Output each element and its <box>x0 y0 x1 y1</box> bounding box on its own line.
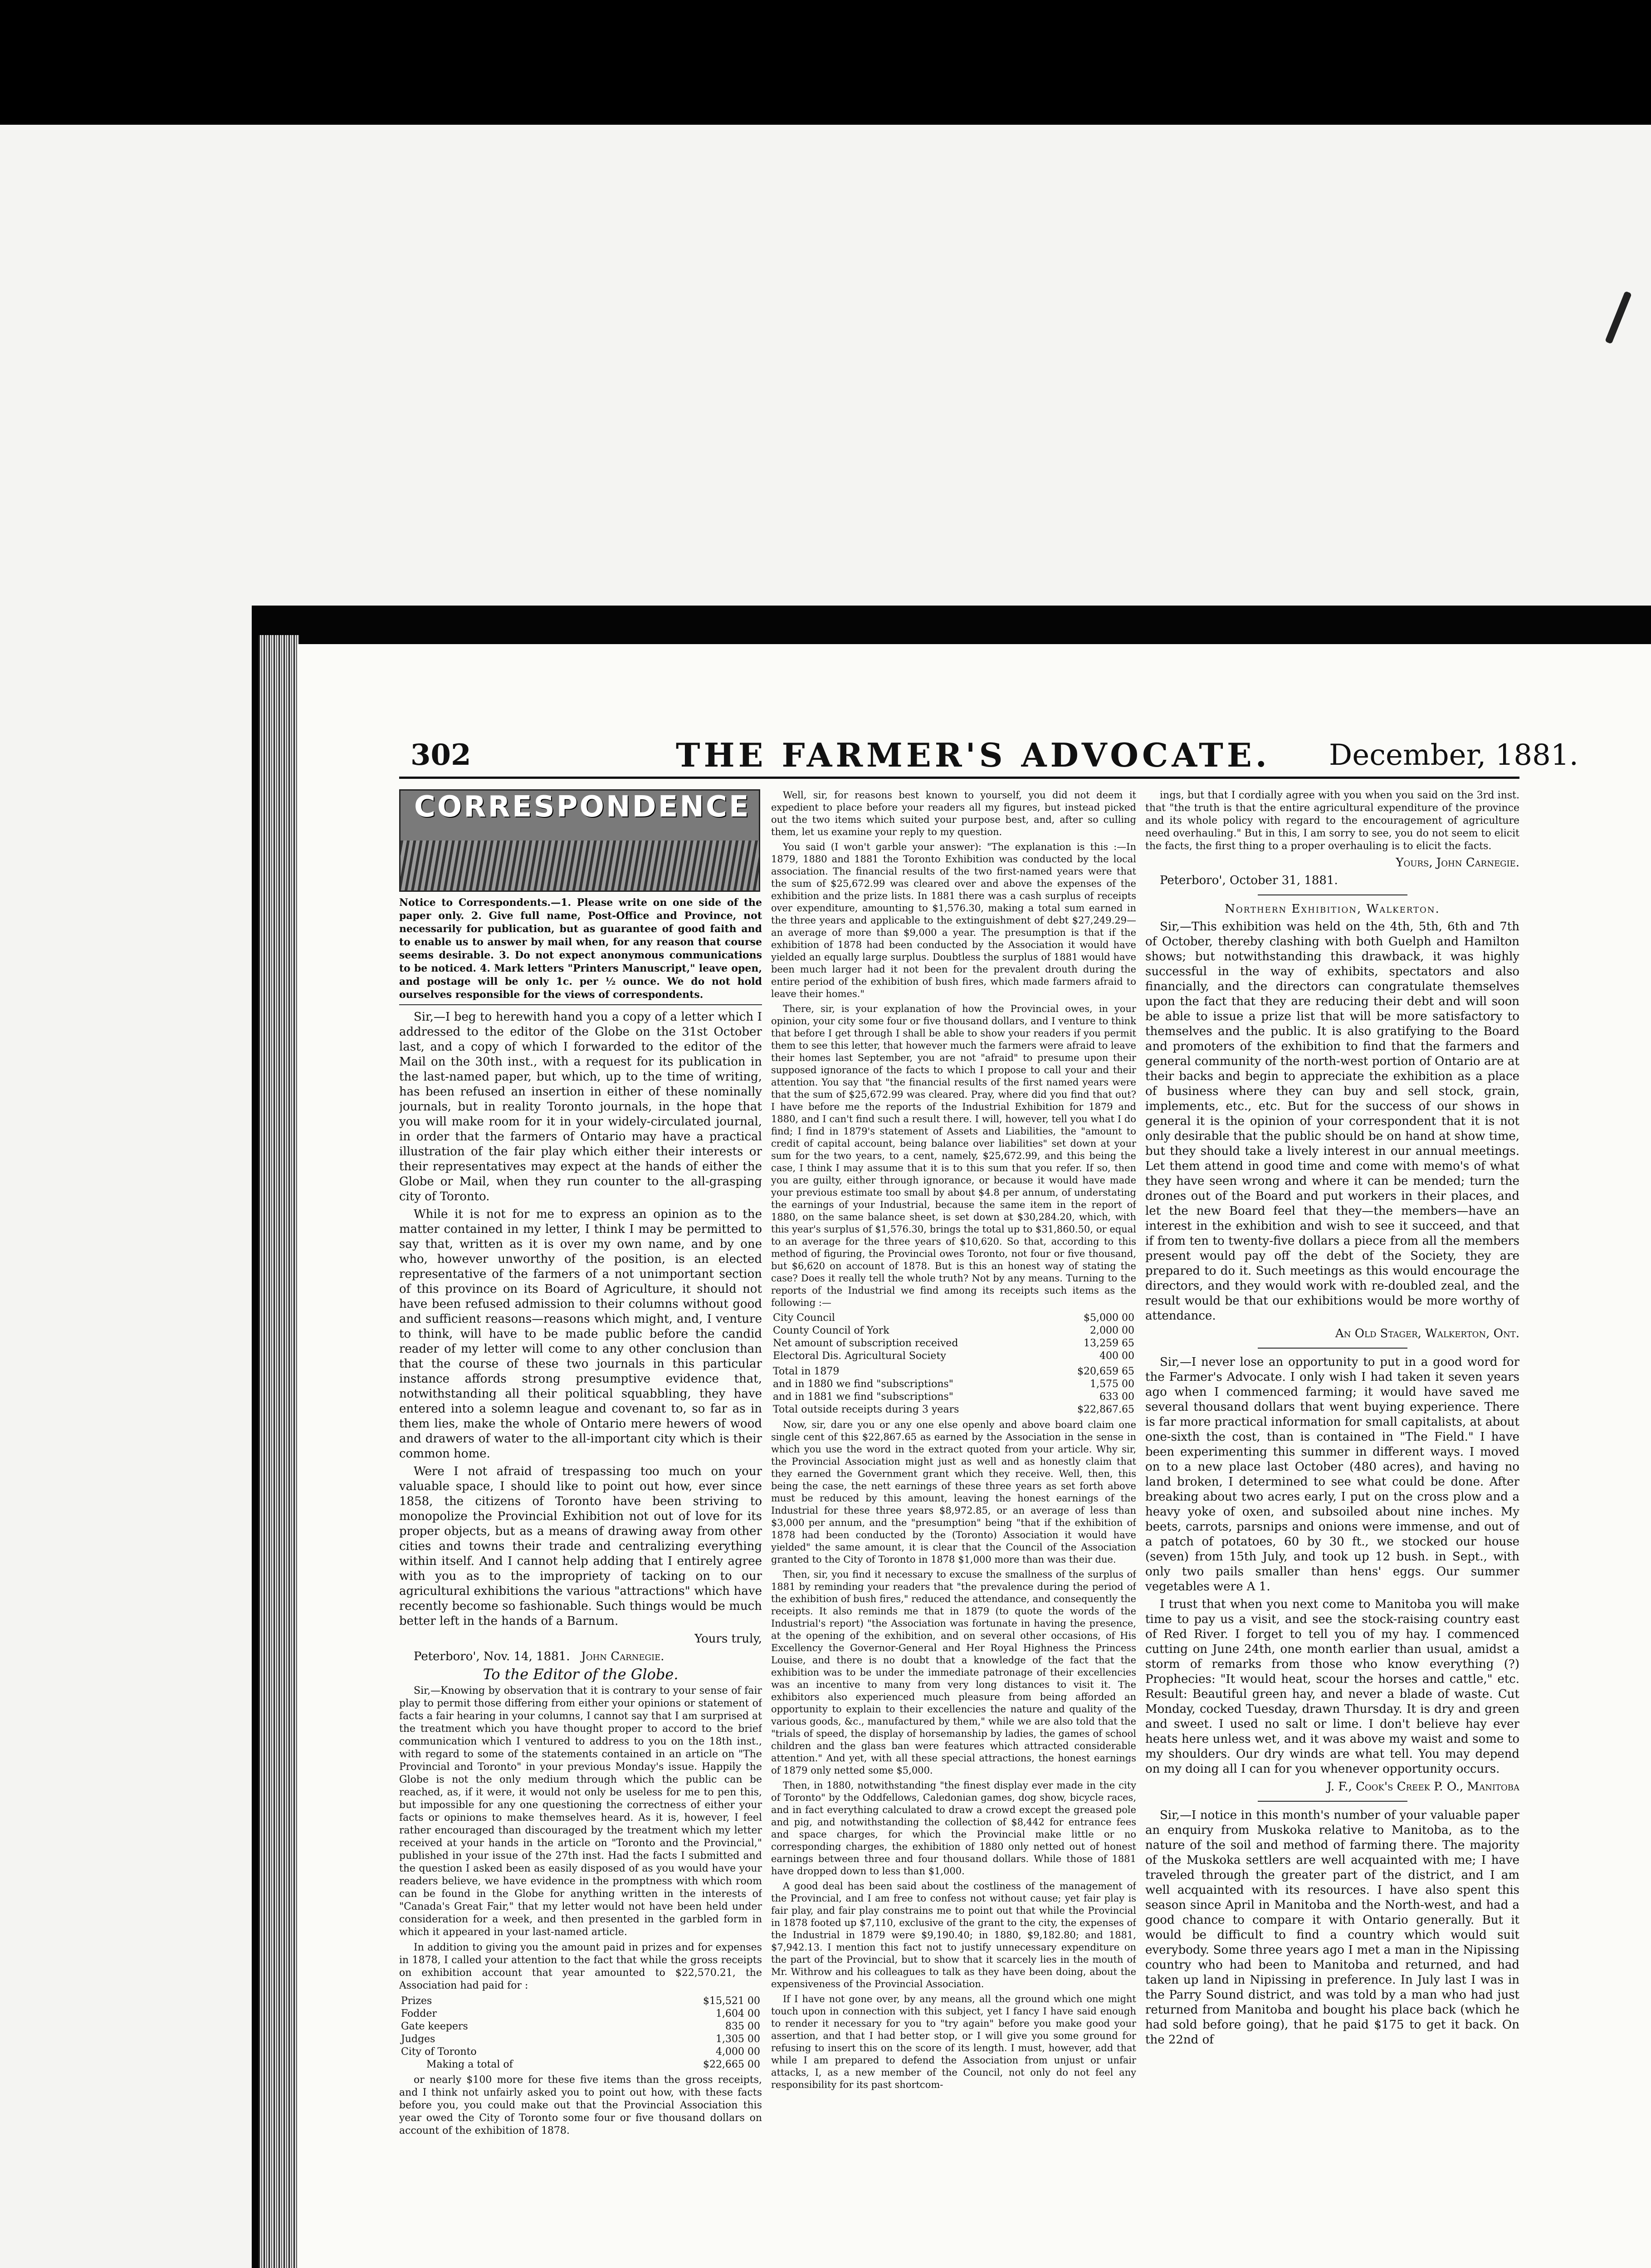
table-row <box>399 1995 762 2008</box>
paragraph: If I have not gone over, by any means, all the ground which one might touch upon in connection with this subject, yet I fancy I have said enough to render it necessary for you to "try again" before you make good your assertion, and that I had better stop, or I will give you some ground for refusing to insert this on the score of its length. I must, however, add that while I am prepared to defend the Association from unjust or unfair attacks, I, as a new member of the Council, not only do not feel any responsibility for its past shortcom- <box>771 1994 1136 2090</box>
table-row <box>399 2020 762 2033</box>
expenses-table <box>399 1995 762 2071</box>
outside-label: Total outside receipts during 3 years <box>773 1404 959 1415</box>
column-3 <box>1145 789 1519 2268</box>
table-row <box>399 2046 762 2058</box>
section-heading: Northern Exhibition, Walkerton. <box>1225 902 1440 916</box>
section-rule <box>1258 894 1407 895</box>
table-row <box>771 1391 1136 1403</box>
total-value: $22,665 00 <box>703 2059 760 2070</box>
row-label: City of Toronto <box>401 2046 477 2058</box>
table-row <box>771 1350 1136 1363</box>
page-edges <box>259 635 299 2268</box>
paragraph: Sir,—I beg to herewith hand you a copy of a letter which I addressed to the editor of the Globe on the 31st October last, and a copy of which I forwarded to the editor of the Mail on the 30th inst., with a request for its publication in the last-named paper, but which, up to the time of writing, has been refused an insertion in either of these nominally journals, but in reality Toronto journals, in the hope that you will make room for it in your widely-circulated journal, in order that the farmers of Ontario may have a practical illustration of the fair play which either their interests or their representatives may expect at the hands of either the Globe or Mail, when they run counter to the all-grasping city of Toronto. <box>399 1010 762 1203</box>
paragraph: ings, but that I cordially agree with you when you said on the 3rd inst. that "the truth is that the entire agricultural expenditure of the province and its whole policy with regard to the encouragement of agriculture need overhauling." But in this, I am sorry to see, you do not seem to elicit the facts, the first thing to a proper overhauling is to elicit the facts. <box>1145 790 1519 852</box>
paragraph: A good deal has been said about the costliness of the management of the Provincial, and I am free to confess not without cause; yet fair play is fair play, and fair play constrains me to point out that while the Provincial in 1878 footed up $7,110, exclusive of the grant to the city, the expenses of the Industrial in 1879 were $9,190.40; in 1880, $9,182.80; and 1881, $7,942.13. I mention this fact not to justify unnecessary expenditure on the part of the Provincial, but to show that it scarcely lies in the mouth of Mr. Withrow and his colleagues to talk as they have been doing, about the expensiveness of the Provincial Association. <box>771 1881 1136 1989</box>
header-rule <box>399 777 1519 779</box>
signature: Yours, John Carnegie. <box>1396 856 1519 870</box>
row-label: County Council of York <box>773 1325 889 1336</box>
table-row <box>771 1337 1136 1350</box>
table-row <box>399 2033 762 2046</box>
paragraph: While it is not for me to express an opinion as to the matter contained in my letter, I think I may be permitted to say that, written as it is over my own name, and by one who, however unworthy of the position, is an elected representative of the farmers of a not unimportant section of this province on its Board of Agriculture, it should not have been refused admission to their columns without good and sufficient reasons—reasons which might, and, I venture to think, will have to be made public before the candid reader of my letter will come to any other conclusion than that the course of these two journals in this particular instance affords strong presumptive evidence that, notwithstanding all their political squabbling, they have entered into a solemn league and covenant to, so far as in them lies, make the whole of Ontario mere hewers of wood and drawers of water to the all-important city which is their common home. <box>399 1207 762 1461</box>
row-value: 633 00 <box>1099 1391 1134 1403</box>
row-label: Judges <box>401 2033 435 2045</box>
receipts-table <box>771 1312 1136 1363</box>
row-label: Prizes <box>401 1995 432 2007</box>
page-number: 302 <box>410 738 471 772</box>
paragraph: Then, in 1880, notwithstanding "the finest display ever made in the city of Toronto" by the Oddfellows, Caledonian games, dog show, bicycle races, and in fact everything calculated to draw a crowd except the greased pole and pig, and notwithstanding the collection of $8,442 for entrance fees and space charges, for which the Provincial make little or no corresponding charges, the exhibition of 1880 only netted out of honest earnings between three and four thousand dollars. While those of 1881 have dropped down to less than $1,000. <box>771 1780 1136 1877</box>
banner-illustration <box>401 841 759 890</box>
paragraph: I trust that when you next come to Manitoba you will make time to pay us a visit, and see the stock-raising country east of Red River. I forget to tell you of my hay. I commenced cutting on June 24th, one month earlier than usual, amidst a storm of remarks from those who know everything (?) Prophecies: "It would heat, scour the horses and cattle," etc. Result: Beautiful green hay, and never a blade of waste. Cut Monday, cocked Tuesday, drawn Thursday. It is dry and green and sweet. I used no salt or lime. I don't believe hay ever heats here unless wet, and it was above my waist and some to my shoulders. Our dry winds are what tell. You may depend on my doing all I can for you whenever opportunity occurs. <box>1145 1598 1519 1776</box>
section-rule <box>1258 1348 1407 1349</box>
row-value: 1,604 00 <box>716 2008 760 2019</box>
closing: Yours truly, <box>694 1632 762 1646</box>
signature: J. F., Cook's Creek P. O., Manitoba <box>1327 1780 1519 1794</box>
row-value: 2,000 00 <box>1090 1325 1134 1336</box>
paragraph: Now, sir, dare you or any one else openly and above board claim one single cent of this $22,867.65 as earned by the Association in the sense in which you use the word in the extract quoted from your article. Why sir, the Provincial Association might just as well and as honestly claim that they earned the Government grant which they receive. Well, then, this being the case, the nett earnings of these three years as set forth above must be reduced by this amount, leaving the honest earnings of the Industrial for these three years $8,972.85, or an average of less than $3,000 per annum, and the "presumption" being "that if the exhibition of 1878 had been conducted by the (Toronto) Association it would have yielded" the same amount, it is clear that the Council of the Association granted to the City of Toronto in 1878 $1,000 more than was their due. <box>771 1419 1136 1565</box>
outside-value: $22,867.65 <box>1077 1404 1134 1415</box>
paragraph: Sir,—Knowing by observation that it is contrary to your sense of fair play to permit those differing from either your opinions or statement of facts a fair hearing in your columns, I cannot say that I am surprised at the treatment which you have thought proper to accord to the brief communication which I ventured to address to you on the 18th inst., with regard to some of the statements contained in an article on "The Provincial and Toronto" in your previous Monday's issue. Happily the Globe is not the only medium through which the public can be reached, as, if it were, it would not only be useless for me to pen this, but impossible for any one questioning the correctness of either your facts or opinions to make themselves heard. As it is, however, I feel rather encouraged than discouraged by the treatment which my letter received at your hands in the article on "Toronto and the Provincial," published in your issue of the 27th inst. Had the facts I submitted and the question I asked been as easily disposed of as you would have your readers believe, we have evidence in the promptness with which room can be found in the Globe for anything written in the interests of "Canada's Great Fair," that my letter would not have been held under consideration for a week, and then presented in the garbled form in which it appeared in your last-named article. <box>399 1685 762 1938</box>
row-value: 13,259 65 <box>1084 1338 1134 1349</box>
correspondence-banner <box>399 789 760 892</box>
paragraph: Well, sir, for reasons best known to yourself, you did not deem it expedient to place before your readers all my figures, but instead picked out the two items which suited your purpose best, and, after so culling them, let us examine your reply to my question. <box>771 790 1136 837</box>
paragraph: or nearly $100 more for these five items than the gross receipts, and I think not unfairly asked you to point out how, with these facts before you, you could make out that the Provincial Association this year owed the City of Toronto some four or five thousand dollars on account of the exhibition of 1878. <box>399 2074 762 2136</box>
table-row <box>771 1312 1136 1325</box>
row-label: and in 1881 we find "subscriptions" <box>773 1391 953 1403</box>
dateline: Peterboro', October 31, 1881. <box>1160 874 1338 887</box>
notice-to-correspondents: Notice to Correspondents.—1. Please write on one side of the paper only. 2. Give full name, Post-Office and Province, not necessarily for publication, but as guarantee of good faith and to enable us to answer by mail when, for any reason that course seems desirable. 3. Do not expect anonymous communications to be noticed. 4. Mark letters "Printers Manuscript," leave open, and postage will be only 1c. per ½ ounce. We do not hold ourselves responsible for the views of correspondents. <box>399 896 762 1005</box>
paragraph: In addition to giving you the amount paid in prizes and for expenses in 1878, I called your attention to the fact that while the gross receipts on exhibition account that year amounted to $22,570.21, the Association had paid for : <box>399 1942 762 1991</box>
row-value: 1,575 00 <box>1090 1378 1134 1390</box>
column-1 <box>399 789 762 2268</box>
paragraph: There, sir, is your explanation of how the Provincial owes, in your opinion, your city some four or five thousand dollars, and I venture to think that before I get through I shall be able to show your readers if you permit them to see this letter, that however much the farmers were afraid to leave their homes last September, you are not "afraid" to presume upon their supposed ignorance of the facts to which I propose to call your and their attention. You say that "the financial results of the first named years were that the sum of $25,672.99 was cleared. Pray, where did you find that out? I have before me the reports of the Industrial Exhibition for 1879 and 1880, and I can't find such a result there. I will, however, tell you what I do find; I find in 1879's statement of Assets and Liabilities, the "amount to credit of capital account, being balance over liabilities" set down at your sum for the two years, to a cent, namely, $25,672.99, and this being the case, I think I may assume that it is to this sum that you refer. If so, then you are guilty, either through ignorance, or because it would have made your previous estimate too small by about $4.8 per annum, of understating the earnings of your Industrial, because the same item in the report of 1880, on the same balance sheet, is set down at $30,284.20, which, with this year's surplus of $1,576.30, brings the total up to $31,860.50, or equal to an average for the three years of $10,620. So that, according to this method of figuring, the Provincial owes Toronto, not four or five thousand, but $6,620 on account of 1878. But is this an honest way of stating the case? Does it really tell the whole truth? Not by any means. Turning to the reports of the Industrial we find among its receipts such items as the following :— <box>771 1003 1136 1308</box>
row-label: and in 1880 we find "subscriptions" <box>773 1378 953 1390</box>
issue-date: December, 1881. <box>1329 738 1578 772</box>
table-row <box>399 2058 762 2071</box>
row-value: 4,000 00 <box>716 2046 760 2058</box>
table-row <box>399 2008 762 2020</box>
row-label: Gate keepers <box>401 2021 468 2032</box>
row-label: Total in 1879 <box>773 1366 840 1377</box>
row-label: City Council <box>773 1312 835 1324</box>
signature-name: John Carnegie. <box>581 1650 664 1663</box>
row-label: Electoral Dis. Agricultural Society <box>773 1350 946 1362</box>
totals-table <box>771 1365 1136 1416</box>
total-label: Making a total of <box>426 2059 513 2070</box>
letter-heading: To the Editor of the Globe. <box>483 1666 679 1683</box>
paragraph: Sir,—I never lose an opportunity to put in a good word for the Farmer's Advocate. I only wish I had taken it seven years ago when I commenced farming; it would have saved me several thousand dollars that went buying experience. There is far more practical information for small capitalists, at about one-sixth the cost, than is contained in "The Field." I have been experimenting this summer in different ways. I moved on to a new place last October (480 acres), and having no land broken, I determined to see what could be done. After breaking about two acres early, I put on the cross plow and a heavy yoke of oxen, and subsoiled about nine inches. My beets, carrots, parsnips and onions were immense, and out of a patch of potatoes, 60 by 30 ft., we stocked our house (seven) from 15th July, and took up 12 bush. in Sept., with only two pails smaller than hens' eggs. Our summer vegetables were A 1. <box>1145 1355 1519 1593</box>
column-2 <box>771 789 1136 2268</box>
row-value: 1,305 00 <box>716 2033 760 2045</box>
row-value: $5,000 00 <box>1084 1312 1134 1324</box>
table-row <box>771 1365 1136 1378</box>
row-label: Fodder <box>401 2008 437 2019</box>
paragraph: Sir,—I notice in this month's number of your valuable paper an enquiry from Muskoka relative to Manitoba, as to the nature of the soil and method of farming there. The majority of the Muskoka settlers are well acquainted with me; I have traveled through the greater part of the district, and I am well acquainted with its resources. I have also spent this season since April in Manitoba and the North-west, and had a good chance to compare it with Ontario generally. But it would be difficult to find a country which would suit everybody. Some three years ago I met a man in the Nipissing country who had been to Manitoba and returned, and had taken up land in Nipissing in preference. In July last I was in the Parry Sound district, and was told by a man who had just returned from Manitoba and bought his place back (which he had sold before going), that he paid $175 to get it back. On the 22nd of <box>1145 1809 1519 2047</box>
masthead: THE FARMER'S ADVOCATE. <box>676 736 1270 774</box>
table-row <box>771 1403 1136 1416</box>
row-label: Net amount of subscription received <box>773 1338 958 1349</box>
table-row <box>771 1378 1136 1391</box>
section-rule <box>1258 1801 1407 1802</box>
table-row <box>771 1325 1136 1337</box>
row-value: $20,659 65 <box>1077 1366 1134 1377</box>
paragraph: Sir,—This exhibition was held on the 4th, 5th, 6th and 7th of October, thereby clashing with both Guelph and Hamilton shows; but notwithstanding this drawback, it was highly successful in the way of exhibits, spectators and also financially, and the directors can congratulate themselves upon the fact that they are reducing their debt and will soon be able to issue a prize list that will be more satisfactory to themselves and the public. It is also gratifying to the Board and promoters of the exhibition to find that the farmers and general community of the north-west portion of Ontario are at their backs and begin to appreciate the exhibition as a place of business where they can buy and sell stock, grain, implements, etc., etc. But for the success of our shows in general it is the opinion of your correspondent that it is not only desirable that the public should be on hand at show time, but they should take a lively interest in our annual meetings. Let them attend in good time and come with memo's of what they have seen wrong and where it can be mended; turn the drones out of the Board and put workers in their places, and let the new Board feel that they—the members—have an interest in the exhibition and wish to see it succeed, and that if from ten to twenty-five dollars a piece from all the members present would pay off the debt of the Society, they are prepared to do it. Such meetings as this would encourage the directors, and they would work with re-doubled zeal, and the result would be that our exhibitions would be more worthy of attendance. <box>1145 920 1519 1323</box>
paragraph: Then, sir, you find it necessary to excuse the smallness of the surplus of 1881 by reminding your readers that "the prevalence during the period of the exhibition of bush fires," reduced the attendance, and consequently the receipts. It also reminds me that in 1879 (to quote the words of the Industrial's report) "the Association was fortunate in having the presence, at the opening of the exhibition, and on several other occasions, of His Excellency the Governor-General and Her Royal Highness the Princess Louise, and there is no doubt that a knowledge of the fact that the exhibition was to be under the immediate patronage of their excellencies was an incentive to many from very long distances to visit it. The exhibitors also experienced much pleasure from being afforded an opportunity to explain to their excellencies the nature and quality of the various goods, &c., manufactured by them," while we are also told that the "trials of speed, the display of horsemanship by ladies, the games of school children and the glass ban were features which attracted considerable attention." And yet, with all these special attractions, the honest earnings of 1879 only netted some $5,000. <box>771 1569 1136 1776</box>
signature: An Old Stager, Walkerton, Ont. <box>1335 1327 1519 1340</box>
row-value: 400 00 <box>1099 1350 1134 1362</box>
banner-title: CORRESPONDENCE <box>414 790 751 824</box>
signature-line <box>399 1649 762 1664</box>
paragraph: Were I not afraid of trespassing too much on your valuable space, I should like to point out how, ever since 1858, the citizens of Toronto have been striving to monopolize the Provincial Exhibition not out of love for its proper objects, but as a means of drawing away from other cities and towns their trade and centralizing everything within itself. And I cannot help adding that I entirely agree with you as to the impropriety of tacking on to our agricultural exhibitions the various "attractions" which have recently become so fashionable. Such things would be much better left in the hands of a Barnum. <box>399 1465 762 1628</box>
paragraph: You said (I won't garble your answer): "The explanation is this :—In 1879, 1880 and 1881 the Toronto Exhibition was conducted by the local association. The financial results of the two first-named years were that the sum of $25,672.99 was cleared over and above the expenses of the exhibition and the prize lists. In 1881 there was a cash surplus of receipts over expenditure, amounting to $1,576.30, making a total sum earned in the three years and applicable to the extinguishment of debt $27,249.29—an average of more than $9,000 a year. The presumption is that if the exhibition of 1878 had been conducted by the Association it would have yielded an equally large surplus. Doubtless the surplus of 1881 would have been much larger had it not been for the prevalent drouth during the entire period of the exhibition of bush fires, which made farmers afraid to leave their homes." <box>771 841 1136 999</box>
scan-frame-top <box>0 0 1651 125</box>
row-value: 835 00 <box>725 2021 760 2032</box>
signature-place: Peterboro', Nov. 14, 1881. <box>414 1650 570 1663</box>
row-value: $15,521 00 <box>703 1995 760 2007</box>
